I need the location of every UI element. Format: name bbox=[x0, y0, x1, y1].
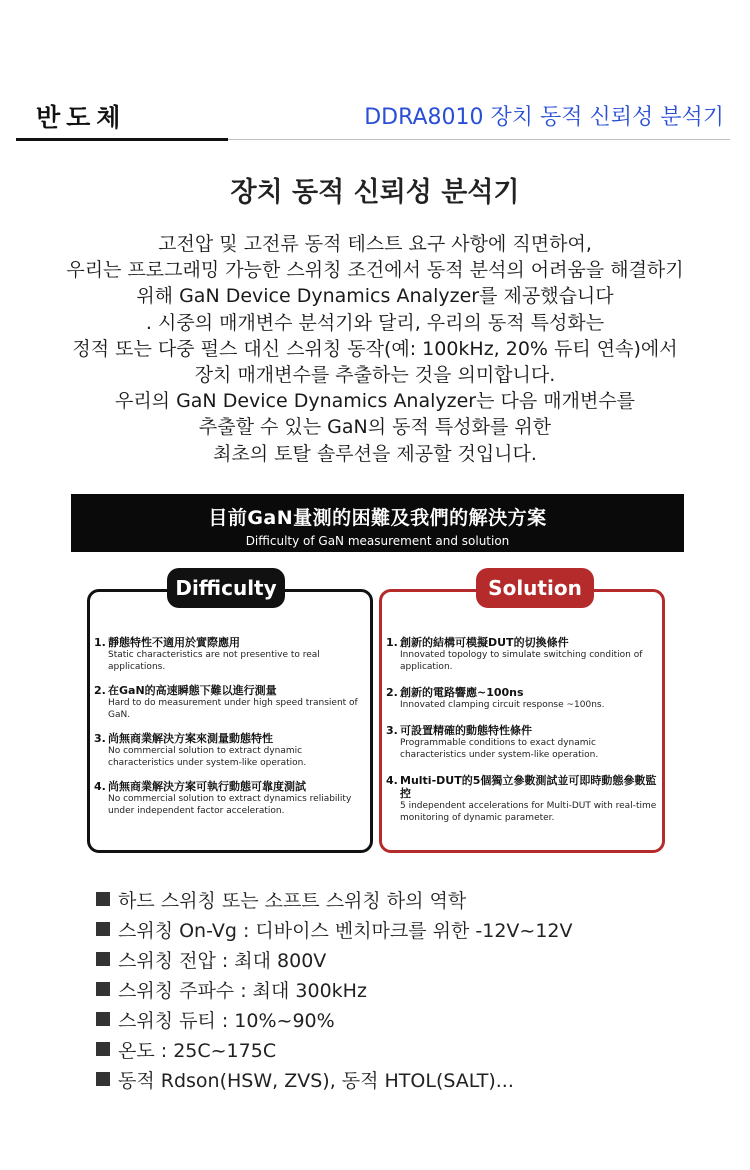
item-title: 靜態特性不適用於實際應用 bbox=[108, 636, 240, 649]
square-bullet-icon bbox=[96, 952, 110, 966]
item-number: 3. bbox=[386, 724, 398, 737]
item-title: 創新的結構可模擬DUT的切換條件 bbox=[400, 636, 569, 649]
item-description: Hard to do measurement under high speed transient of GaN. bbox=[108, 698, 358, 720]
list-item bbox=[386, 686, 658, 711]
comparison-banner bbox=[71, 494, 684, 552]
intro-line: 고전압 및 고전류 동적 테스트 요구 사항에 직면하여, bbox=[158, 233, 592, 255]
spec-text: 하드 스위칭 또는 소프트 스위칭 하의 역학 bbox=[118, 890, 467, 912]
item-number: 2. bbox=[94, 684, 106, 697]
item-description: Programmable conditions to exact dynamic characteristics under system-like operation. bbox=[400, 738, 599, 760]
list-item bbox=[94, 780, 366, 817]
spec-text: 동적 Rdson(HSW, ZVS), 동적 HTOL(SALT)... bbox=[118, 1070, 514, 1092]
list-item bbox=[94, 636, 366, 673]
intro-line: 추출할 수 있는 GaN의 동적 특성화를 위한 bbox=[198, 416, 552, 439]
item-number: 1. bbox=[94, 636, 106, 649]
solution-list bbox=[386, 636, 658, 837]
item-title: 尚無商業解決方案來測量動態特性 bbox=[108, 732, 273, 745]
item-number: 4. bbox=[94, 780, 106, 793]
item-description: 5 independent accelerations for Multi-DUT with real-time monitoring of dynamic parameter. bbox=[400, 801, 657, 823]
item-number: 1. bbox=[386, 636, 398, 649]
square-bullet-icon bbox=[96, 1072, 110, 1086]
page-title: 장치 동적 신뢰성 분석기 bbox=[230, 177, 520, 208]
item-title: 尚無商業解決方案可執行動態可靠度測試 bbox=[108, 780, 306, 793]
intro-line: 우리의 GaN Device Dynamics Analyzer는 다음 매개변수를 bbox=[114, 390, 636, 413]
item-description: Innovated clamping circuit response ~100ns. bbox=[400, 700, 605, 710]
item-number: 3. bbox=[94, 732, 106, 745]
spec-text: 스위칭 On-Vg : 디바이스 벤치마크를 위한 -12V~12V bbox=[118, 920, 573, 942]
item-title: 可設置精確的動態特性條件 bbox=[400, 724, 532, 737]
list-item bbox=[386, 724, 658, 761]
spec-text: 스위칭 듀티 : 10%~90% bbox=[118, 1010, 335, 1032]
square-bullet-icon bbox=[96, 892, 110, 906]
product-name: DDRA8010 장치 동적 신뢰성 분석기 bbox=[364, 105, 724, 130]
square-bullet-icon bbox=[96, 982, 110, 996]
square-bullet-icon bbox=[96, 922, 110, 936]
spec-text: 온도 : 25C~175C bbox=[118, 1040, 277, 1062]
item-description: No commercial solution to extract dynamic characteristics under system-like operation. bbox=[108, 746, 307, 768]
banner-title: 目前GaN量測的困難及我們的解決方案 bbox=[208, 507, 547, 529]
intro-line: 우리는 프로그래밍 가능한 스위칭 조건에서 동적 분석의 어려움을 해결하기 bbox=[66, 259, 684, 282]
item-description: No commercial solution to extract dynamics reliability under independent factor acceleration. bbox=[108, 794, 352, 816]
list-item bbox=[94, 732, 366, 769]
list-item bbox=[386, 774, 658, 824]
spec-text: 스위칭 전압 : 최대 800V bbox=[118, 950, 327, 972]
square-bullet-icon bbox=[96, 1042, 110, 1056]
difficulty-label: Difficulty bbox=[167, 568, 285, 608]
item-title: 創新的電路響應~100ns bbox=[400, 686, 524, 699]
item-title: 在GaN的高速瞬態下難以進行測量 bbox=[108, 684, 277, 697]
solution-card bbox=[379, 589, 665, 853]
category-label: 반도체 bbox=[36, 103, 127, 132]
intro-line: . 시중의 매개변수 분석기와 달리, 우리의 동적 특성화는 bbox=[145, 311, 605, 334]
intro-line: 장치 매개변수를 추출하는 것을 의미합니다. bbox=[194, 364, 556, 387]
item-description: Innovated topology to simulate switching condition of application. bbox=[400, 650, 643, 672]
list-item bbox=[94, 684, 366, 721]
difficulty-list bbox=[94, 636, 366, 828]
spec-text: 스위칭 주파수 : 최대 300kHz bbox=[118, 980, 367, 1002]
item-title: Multi-DUT的5個獨立參數測試並可即時動態參數監控 bbox=[400, 774, 657, 800]
solution-label: Solution bbox=[476, 568, 594, 608]
section-header bbox=[0, 88, 750, 144]
item-description: Static characteristics are not presentive to real applications. bbox=[108, 650, 320, 672]
intro-paragraph bbox=[10, 231, 740, 467]
list-item bbox=[386, 636, 658, 673]
square-bullet-icon bbox=[96, 1012, 110, 1026]
intro-line: 정적 또는 다중 펄스 대신 스위칭 동작(예: 100kHz, 20% 듀티 연속)에서 bbox=[72, 337, 678, 360]
difficulty-card bbox=[87, 589, 373, 853]
banner-subtitle: Difficulty of GaN measurement and solution bbox=[245, 534, 510, 548]
header-divider-accent bbox=[16, 138, 228, 141]
item-number: 2. bbox=[386, 686, 398, 699]
item-number: 4. bbox=[386, 774, 398, 787]
intro-line: 위해 GaN Device Dynamics Analyzer를 제공했습니다 bbox=[136, 285, 614, 308]
intro-line: 최초의 토탈 솔루션을 제공할 것입니다. bbox=[213, 442, 537, 465]
